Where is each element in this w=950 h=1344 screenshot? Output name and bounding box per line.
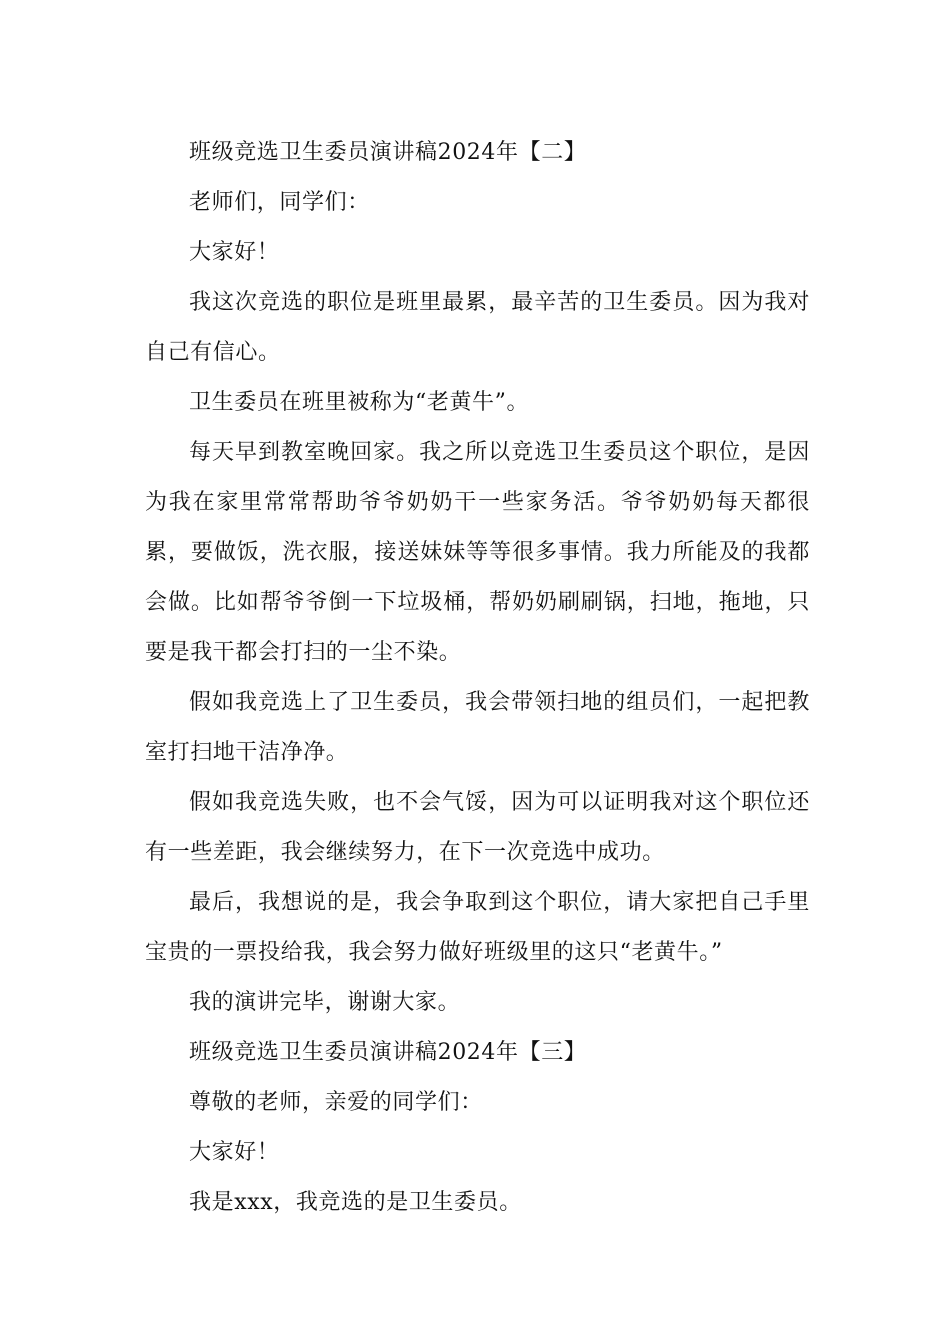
- closing: 我的演讲完毕，谢谢大家。: [189, 990, 461, 1015]
- salutation: 尊敬的老师，亲爱的同学们：: [189, 1090, 483, 1115]
- paragraph: 我是xxx，我竞选的是卫生委员。: [189, 1190, 522, 1215]
- paragraph: 每天早到教室晚回家。我之所以竞选卫生委员这个职位，是因为我在家里常常帮助爷爷奶奶干一些家务活。爷爷奶奶每天都很累，要做饭，洗衣服，接送妹妹等等很多事情。我力所能及的我都会做。比如帮爷爷倒一下垃圾桶，帮奶奶刷刷锅，扫地，拖地，只要是我干都会打扫的一尘不染。: [145, 440, 810, 665]
- paragraph: 卫生委员在班里被称为“老黄牛”。: [189, 390, 530, 415]
- paragraph: 我这次竞选的职位是班里最累，最辛苦的卫生委员。因为我对自己有信心。: [145, 290, 810, 365]
- paragraph: 假如我竞选失败，也不会气馁，因为可以证明我对这个职位还有一些差距，我会继续努力，在下一次竞选中成功。: [145, 790, 810, 865]
- paragraph: 最后，我想说的是，我会争取到这个职位，请大家把自己手里宝贵的一票投给我，我会努力做好班级里的这只“老黄牛。”: [145, 890, 810, 965]
- section-heading-2: 班级竞选卫生委员演讲稿2024年【二】: [189, 140, 587, 165]
- document-body: [145, 128, 810, 1228]
- salutation: 老师们，同学们：: [189, 190, 370, 215]
- greeting: 大家好！: [189, 1140, 280, 1165]
- paragraph: 假如我竞选上了卫生委员，我会带领扫地的组员们，一起把教室打扫地干洁净净。: [145, 690, 810, 765]
- section-heading-3: 班级竞选卫生委员演讲稿2024年【三】: [189, 1040, 587, 1065]
- greeting: 大家好！: [189, 240, 280, 265]
